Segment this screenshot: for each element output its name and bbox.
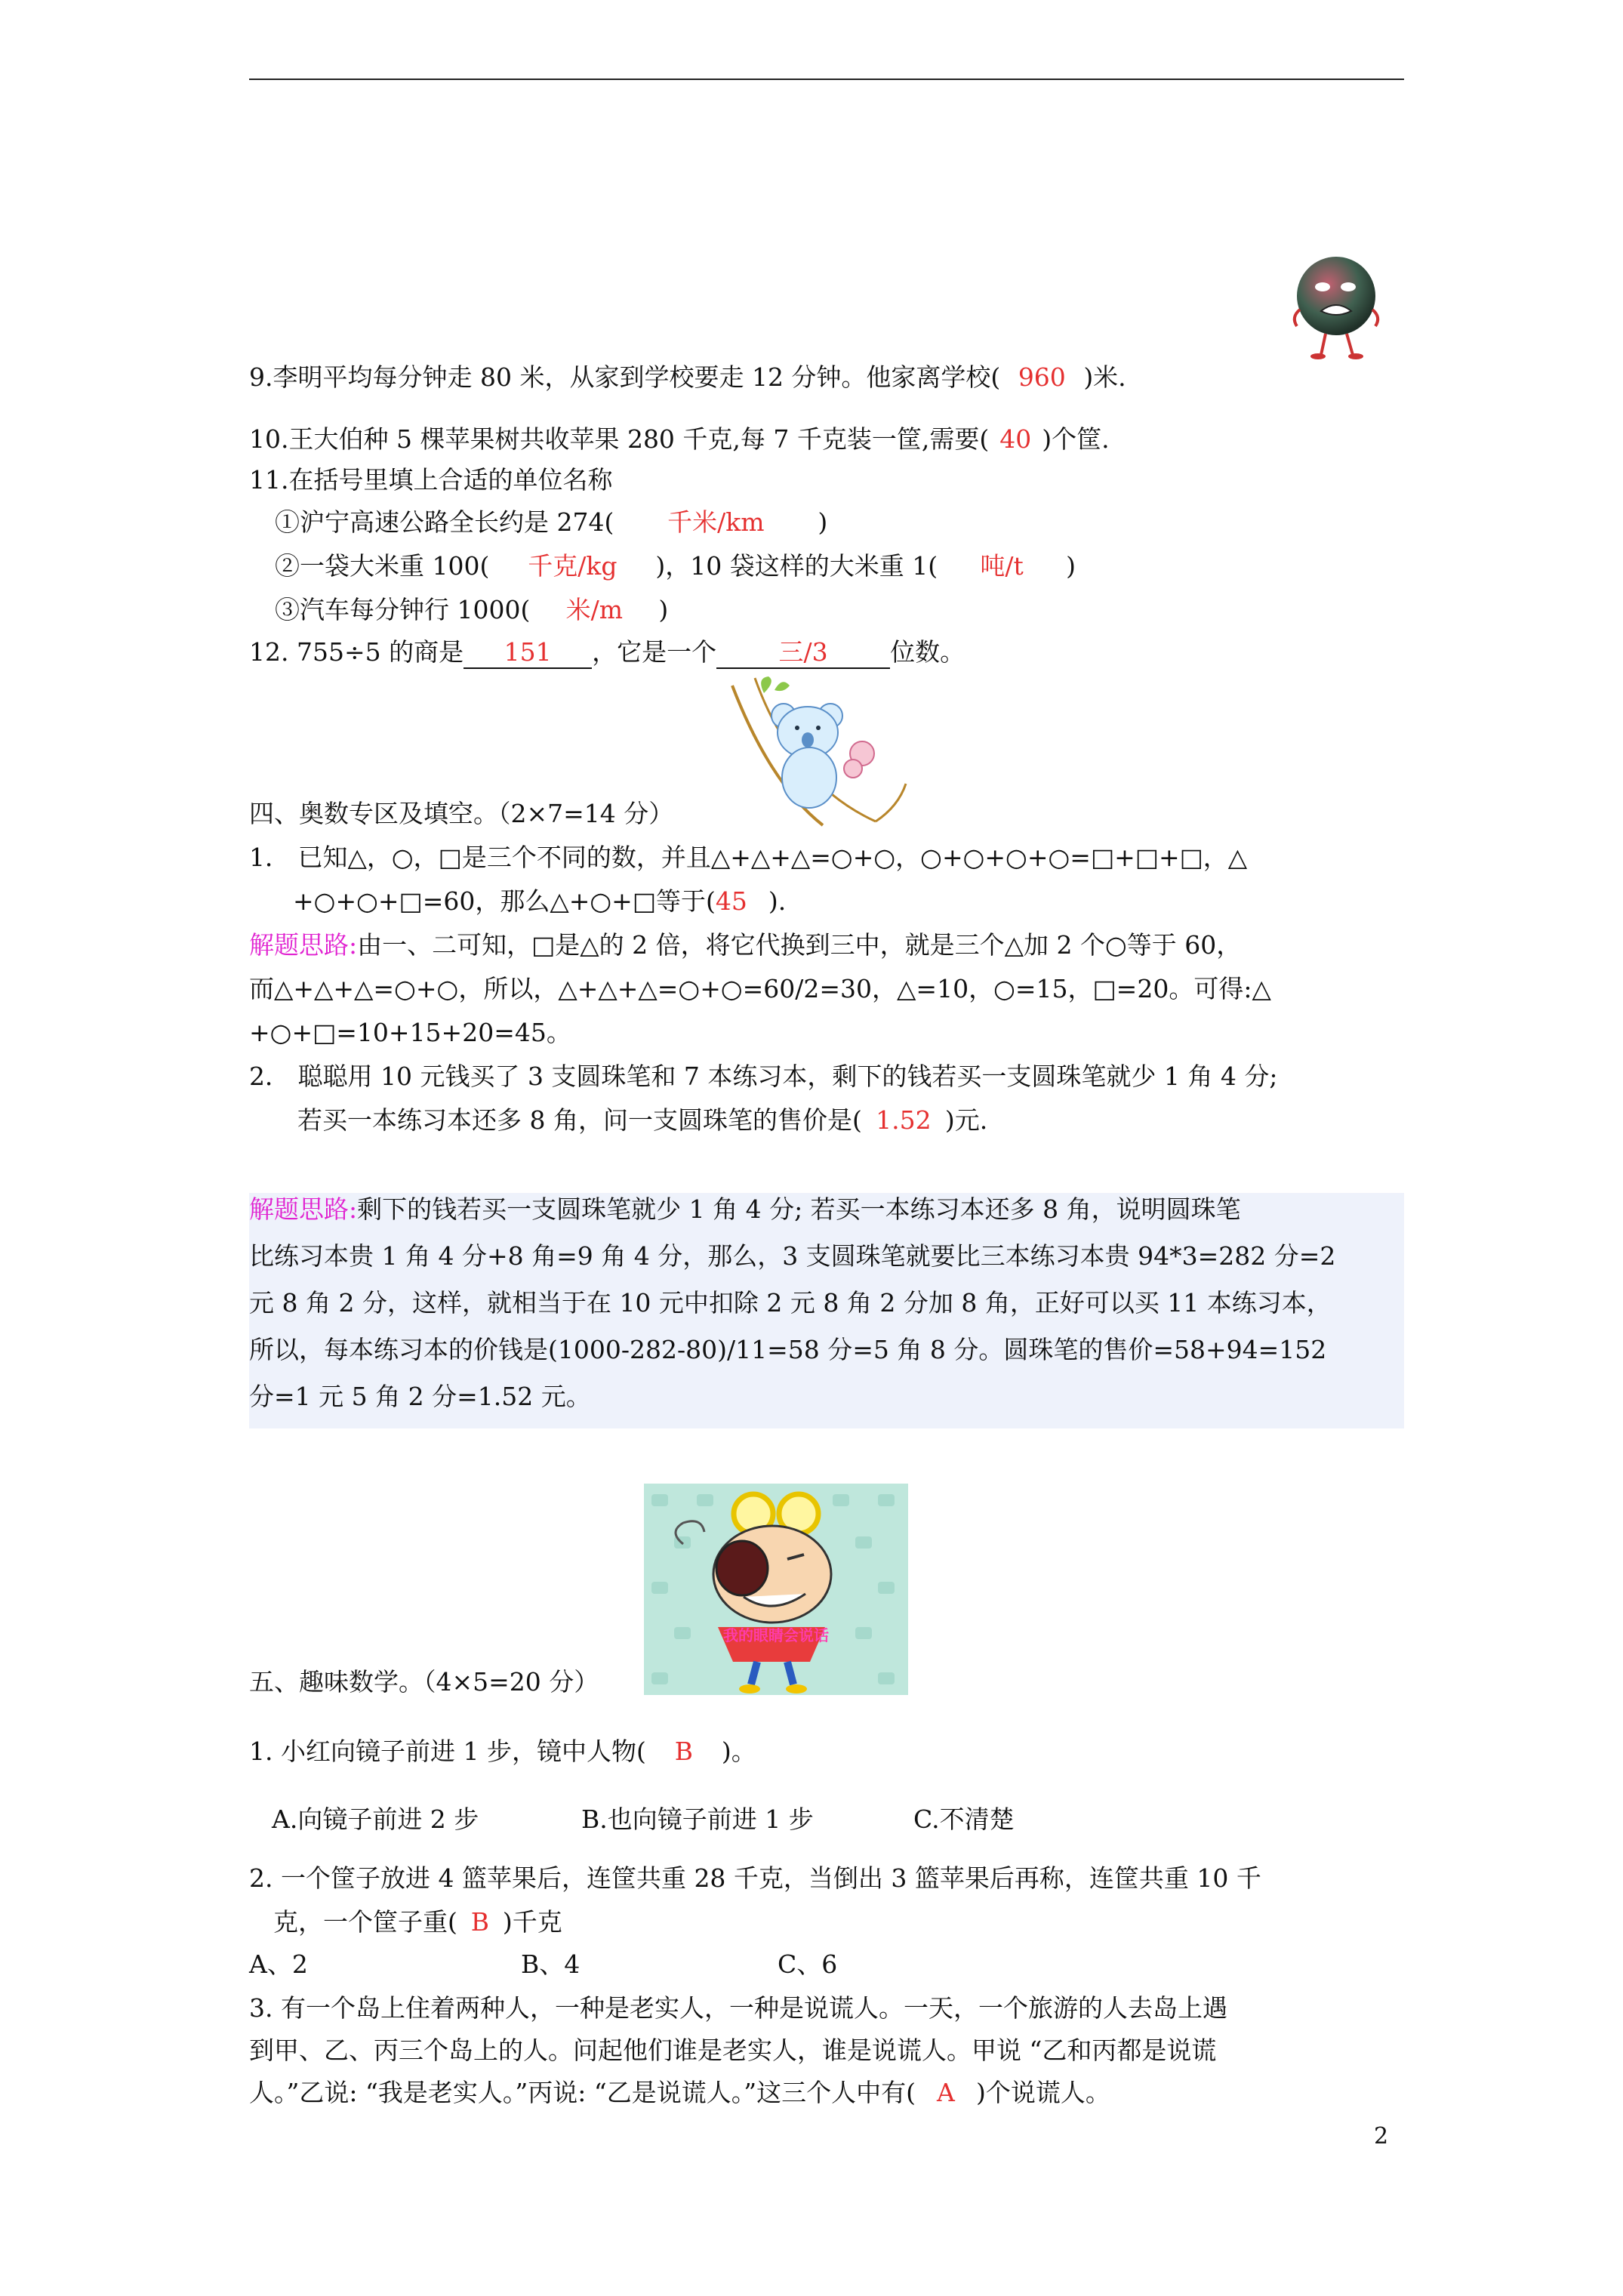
section-4-title: 四、奥数专区及填空。（2×7=14 分） [249, 799, 674, 828]
s4-q2-solution-1: 解题思路:剩下的钱若买一支圆珠笔就少 1 角 4 分; 若买一本练习本还多 8 角，说明圆珠笔 [249, 1194, 1241, 1224]
cartoon-caption: 我的眼睛会说话 [723, 1626, 829, 1644]
s5-q3-line-3: 人。”乙说: “我是老实人。”丙说: “乙是说谎人。”这三个人中有( A )个说谎人。 [249, 2078, 1110, 2107]
page-number: 2 [1374, 2123, 1389, 2150]
koala-illustration [725, 670, 913, 829]
section-5-title: 五、趣味数学。（4×5=20 分） [249, 1667, 599, 1697]
question-11-line-1: ①沪宁高速公路全长约是 274( 千米/km ) [275, 507, 828, 537]
question-12: 12. 755÷5 的商是 151 ，它是一个 三/3 位数。 [249, 636, 965, 669]
s5-q3-line-2: 到甲、乙、丙三个岛上的人。问起他们谁是老实人，谁是说谎人。甲说 “乙和丙都是说谎 [249, 2036, 1217, 2065]
question-10: 10.王大伯种 5 棵苹果树共收苹果 280 千克,每 7 千克装一筐,需要( 40 )个筐. [249, 424, 1110, 454]
s4-q1-solution-3: +○+□=10+15+20=45。 [249, 1018, 571, 1047]
s4-q2-solution-3: 元 8 角 2 分，这样，就相当于在 10 元中扣除 2 元 8 角 2 分加 8 角，正好可以买 11 本练习本， [249, 1288, 1332, 1318]
s4-q1-solution-2: 而△+△+△=○+○，所以，△+△+△=○+○=60/2=30，△=10，○=15，□=20。可得:△ [249, 974, 1271, 1003]
s5-q1-options [272, 1803, 1015, 1836]
option-c: C.不清楚 [913, 1804, 1015, 1834]
option-b: B.也向镜子前进 1 步 [581, 1804, 814, 1834]
s4-q1-line-2: +○+○+□=60，那么△+○+□等于(45 ). [293, 886, 787, 916]
question-11-line-3: ③汽车每分钟行 1000( 米/m ) [275, 595, 669, 624]
s4-q2-solution-4: 所以，每本练习本的价钱是(1000-282-80)/11=58 分=5 角 8 分。圆珠笔的售价=58+94=152 [249, 1335, 1327, 1364]
option-a: A、2 [249, 1949, 308, 1979]
s5-q2-line-2: 克，一个筐子重( B )千克 [273, 1907, 562, 1937]
s5-q2-line-1: 2. 一个筐子放进 4 篮苹果后，连筐共重 28 千克，当倒出 3 篮苹果后再称，连筐共重 10 千 [249, 1863, 1261, 1893]
sad-ball-icon [1283, 249, 1389, 362]
option-a: A.向镜子前进 2 步 [272, 1804, 479, 1834]
s4-q2-line-1: 2． 聪聪用 10 元钱买了 3 支圆珠笔和 7 本练习本，剩下的钱若买一支圆珠笔就少 1 角 4 分; [249, 1062, 1278, 1091]
s5-q2-options [249, 1948, 837, 1981]
question-11-title: 11.在括号里填上合适的单位名称 [249, 465, 613, 495]
header-rule [249, 79, 1404, 80]
question-11-line-2: ②一袋大米重 100( 千克/kg )，10 袋这样的大米重 1( 吨/t ) [275, 551, 1076, 581]
s4-q2-line-2: 若买一本练习本还多 8 角，问一支圆珠笔的售价是( 1.52 )元. [297, 1105, 988, 1135]
option-b: B、4 [521, 1949, 581, 1979]
cartoon-boy-illustration [644, 1484, 908, 1695]
s5-q3-line-1: 3. 有一个岛上住着两种人，一种是老实人，一种是说谎人。一天，一个旅游的人去岛上遇 [249, 1993, 1227, 2023]
s4-q1-solution-1: 解题思路:由一、二可知，□是△的 2 倍，将它代换到三中，就是三个△加 2 个○等于 60， [249, 930, 1242, 960]
option-c: C、6 [778, 1949, 838, 1979]
s5-q1: 1. 小红向镜子前进 1 步，镜中人物( B )。 [249, 1737, 756, 1766]
s4-q2-solution-5: 分=1 元 5 角 2 分=1.52 元。 [249, 1382, 591, 1411]
question-9: 9.李明平均每分钟走 80 米，从家到学校要走 12 分钟。他家离学校( 960 )米. [249, 362, 1126, 392]
s4-q2-solution-2: 比练习本贵 1 角 4 分+8 角=9 角 4 分，那么，3 支圆珠笔就要比三本练习本贵 94*3=282 分=2 [249, 1241, 1336, 1271]
s4-q1-line-1: 1． 已知△，○，□是三个不同的数，并且△+△+△=○+○，○+○+○+○=□+□+□，△ [249, 843, 1248, 872]
